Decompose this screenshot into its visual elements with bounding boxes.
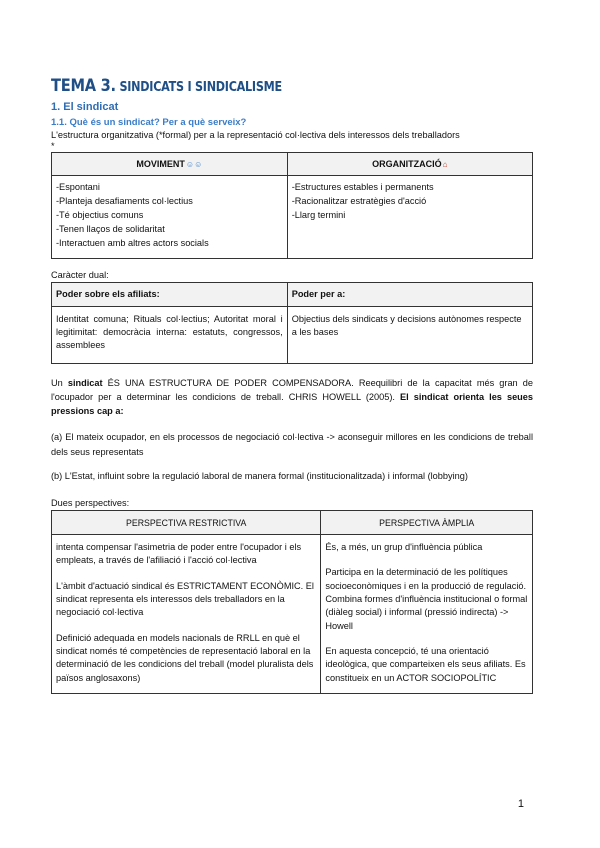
list-item: -Tenen llaços de solidaritat [56,223,165,234]
definition-text: L'estructura organitzativa (*formal) per a la representació col·lectiva dels interessos dels treballadors [51,129,460,140]
section-heading: 1. El sindicat [51,100,119,113]
page-number: 1 [517,798,524,810]
house-icon: ⌂ [442,159,448,169]
list-item: -Racionalitzar estratègies d'acció [291,196,427,207]
table3-header-restrictive: PERSPECTIVA RESTRICTIVA [52,510,321,534]
perspectives-label: Dues perspectives: [51,498,130,509]
dual-power-table [51,282,533,364]
table2-cell-right: Objectius dels sindicats y decisions autònomes respecte a les bases [287,306,532,363]
table1-organization-cell [287,176,532,259]
footnote-asterisk: * [51,140,55,151]
table3-header-broad: PERSPECTIVA ÀMPLIA [321,510,533,534]
list-item: L'àmbit d'actuació sindical és ESTRICTAMENT ECONÒMIC. El sindicat representa els interessos dels treballadors en la negociació col·lectiva [56,580,314,618]
table3-broad-cell [321,535,533,694]
list-item: -Estructures estables i permanents [291,182,434,193]
title-text: SINDICATS I SINDICALISME [115,80,282,95]
list-item: Participa en la determinació de les polítiques socioeconòmiques i en la producció de regulació. Combina formes d'influència institucional o formal (diàleg social) i informal (pressió indirecta) -> Howell [325,567,528,631]
list-item: Definició adequada en models nacionals de RRLL en què el sindicat només té competències de representació laboral en la determinació de les condicions del treball (model pluralista dels països anglosaxons) [56,632,314,683]
dual-character-label: Caràcter dual: [51,270,109,281]
list-item: -Espontani [56,182,100,193]
perspectives-table [51,510,533,694]
table1-header-organization: ORGANITZACIÓ⌂ [287,152,532,175]
table2-cell-left: Identitat comuna; Rituals col·lectius; Autoritat moral i legitimitat: democràcia interna: estatuts, congressos, assemblees [52,306,288,363]
people-icon: ☺☺ [185,159,203,169]
list-item: -Té objectius comuns [56,209,144,220]
list-item: intenta compensar l'asimetria de poder entre l'ocupador i els empleats, a través de l'afiliació i l'acció col·lectiva [56,542,302,566]
list-item: -Llarg termini [291,209,346,220]
table1-header-movement: MOVIMENT☺☺ [52,152,288,175]
table2-header-left: Poder sobre els afiliats: [52,283,288,307]
list-item: És, a més, un grup d'influència pública [325,542,483,553]
paragraph-b: (b) L'Estat, influint sobre la regulació laboral de manera formal (institucionalitzada) i informal (lobbying) [51,470,468,481]
list-item: -Planteja desafiaments col·lectius [56,196,193,207]
table1-movement-cell [52,176,288,259]
title-number: TEMA 3. [51,76,116,96]
document-title [51,77,466,96]
union-definition-paragraph: Un sindicat ÉS UNA ESTRUCTURA DE PODER COMPENSADORA. Reequilibri de la capacitat més gran de l'ocupador per a determinar les condicions de treball. CHRIS HOWELL (2005). El sindicat orienta les seues pressions cap a: [51,377,534,417]
movement-organization-table [51,152,533,259]
page-content [51,77,533,694]
table3-restrictive-cell [52,535,321,694]
list-item: En aquesta concepció, té una orientació ideològica, que comparteixen els seus afiliats. Es constitueix en un ACTOR SOCIOPOLÍTIC [325,646,526,683]
list-item: -Interactuen amb altres actors socials [56,237,209,248]
paragraph-a: (a) El mateix ocupador, en els processos de negociació col·lectiva -> aconseguir millores en les condicions de treball dels seus representats [51,432,533,457]
table2-header-right: Poder per a: [287,283,532,307]
subsection-heading: 1.1. Què és un sindicat? Per a què serveix? [51,116,247,128]
